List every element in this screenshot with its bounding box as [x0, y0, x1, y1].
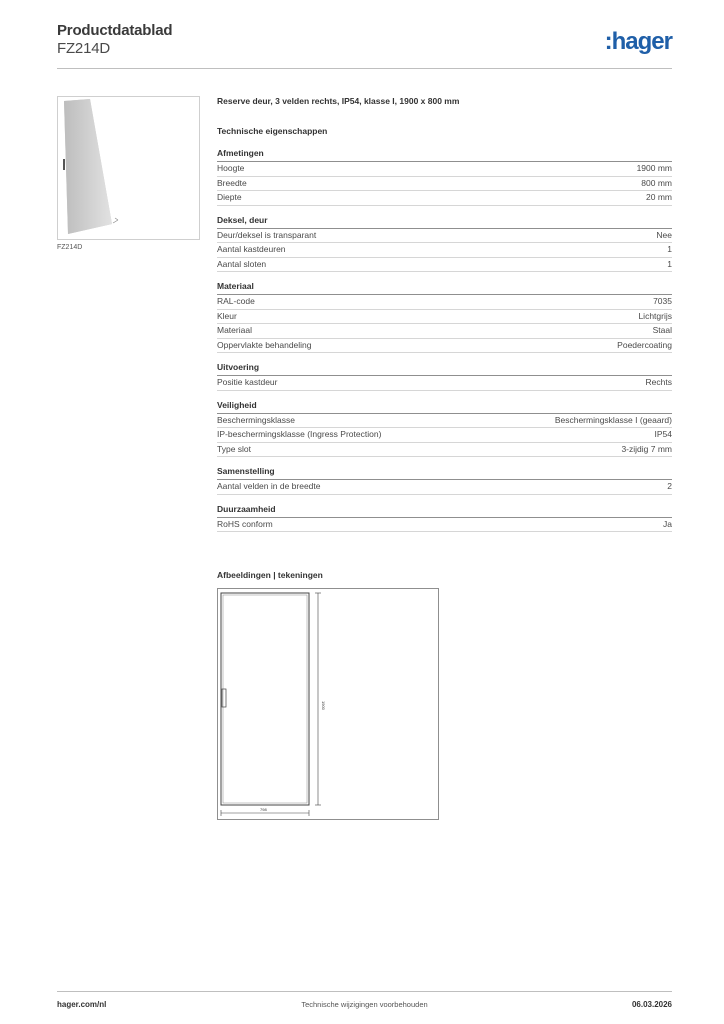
spec-row [217, 162, 672, 177]
spec-value: Rechts [645, 377, 672, 387]
spec-label: IP-beschermingsklasse (Ingress Protection) [217, 429, 382, 439]
spec-value: 800 mm [641, 177, 672, 188]
spec-row [217, 428, 672, 443]
page-header [57, 22, 672, 69]
spec-section [217, 362, 672, 391]
spec-row [217, 518, 672, 533]
spec-value: 3-zijdig 7 mm [621, 443, 672, 454]
spec-label: Breedte [217, 177, 247, 188]
spec-label: Oppervlakte behandeling [217, 339, 312, 350]
spec-value: 7035 [653, 296, 672, 306]
spec-row [217, 229, 672, 244]
tech-properties-heading: Technische eigenschappen [217, 126, 328, 136]
spec-value: 1 [667, 258, 672, 269]
door-photo [58, 97, 199, 239]
spec-value: 1 [667, 244, 672, 254]
spec-row [217, 339, 672, 354]
spec-label: Hoogte [217, 163, 245, 173]
spec-label: Aantal velden in de breedte [217, 481, 321, 491]
door-drawing [218, 589, 438, 819]
spec-label: Deur/deksel is transparant [217, 229, 317, 240]
spec-value: Poedercoating [617, 339, 672, 350]
product-details [217, 96, 672, 541]
spec-section [217, 215, 672, 273]
section-title: Samenstelling [217, 466, 672, 480]
section-title: Afmetingen [217, 148, 672, 162]
width-dimension: 798 [260, 807, 267, 812]
spec-label: Aantal sloten [217, 258, 267, 269]
spec-section [217, 466, 672, 495]
spec-row [217, 443, 672, 458]
section-title: Deksel, deur [217, 215, 672, 229]
footer-date: 06.03.2026 [631, 1000, 672, 1009]
product-description: Reserve deur, 3 velden rechts, IP54, klasse I, 1900 x 800 mm [217, 96, 460, 106]
spec-label: Kleur [217, 310, 237, 321]
section-title: Materiaal [217, 281, 672, 295]
spec-label: Diepte [217, 192, 242, 202]
spec-row [217, 376, 672, 391]
page-title: Productdatablad [57, 22, 173, 39]
height-dimension: 1900 [321, 701, 326, 710]
spec-value: IP54 [654, 429, 672, 439]
spec-value: Nee [656, 229, 672, 240]
spec-row [217, 414, 672, 429]
spec-sections [217, 148, 672, 532]
spec-row [217, 243, 672, 258]
section-title: Uitvoering [217, 362, 672, 376]
spec-label: RoHS conform [217, 518, 273, 529]
spec-section [217, 400, 672, 458]
spec-label: RAL-code [217, 296, 255, 306]
image-caption: FZ214D [57, 244, 83, 251]
footer-disclaimer: Technische wijzigingen voorbehouden [301, 1000, 428, 1009]
spec-value: 1900 mm [636, 163, 672, 173]
spec-row [217, 258, 672, 273]
spec-value: Beschermingsklasse I (geaard) [554, 414, 672, 425]
drawings-heading: Afbeeldingen | tekeningen [217, 570, 323, 580]
product-code: FZ214D [57, 40, 110, 57]
spec-label: Type slot [217, 443, 252, 454]
hager-logo: :hager [604, 28, 672, 55]
spec-value: Staal [652, 325, 672, 335]
spec-row [217, 310, 672, 325]
spec-label: Beschermingsklasse [217, 414, 295, 425]
spec-row [217, 191, 672, 206]
technical-drawing [217, 588, 439, 820]
footer-website-link[interactable]: hager.com/nl [57, 1000, 107, 1009]
spec-value: 20 mm [646, 192, 672, 202]
spec-label: Aantal kastdeuren [217, 244, 286, 254]
spec-section [217, 281, 672, 353]
section-title: Duurzaamheid [217, 504, 672, 518]
spec-row [217, 324, 672, 339]
spec-value: Ja [663, 518, 672, 529]
product-image [57, 96, 200, 240]
spec-section [217, 148, 672, 206]
spec-row [217, 480, 672, 495]
spec-label: Materiaal [217, 325, 252, 335]
spec-label: Positie kastdeur [217, 377, 278, 387]
spec-row [217, 295, 672, 310]
page-footer [57, 991, 672, 1011]
spec-value: 2 [667, 481, 672, 491]
spec-row [217, 177, 672, 192]
spec-value: Lichtgrijs [638, 310, 672, 321]
section-title: Veiligheid [217, 400, 672, 414]
spec-section [217, 504, 672, 533]
